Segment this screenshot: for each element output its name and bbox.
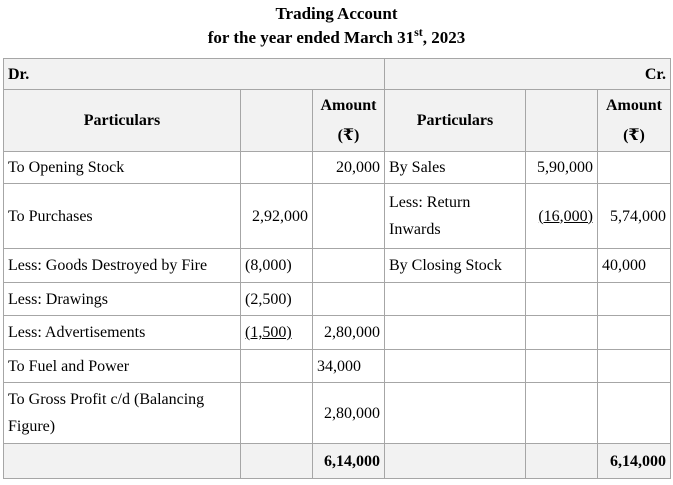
particulars-cell: Less: Goods Destroyed by Fire	[4, 249, 241, 283]
amount-cell: 2,80,000	[313, 383, 385, 444]
particulars-cell: Less: Drawings	[4, 283, 241, 316]
amount-cell: 5,74,000	[598, 184, 671, 249]
particulars-cell: To Opening Stock	[4, 152, 241, 184]
empty-cell	[598, 316, 671, 350]
amount-cell	[241, 350, 313, 383]
currency-label: (₹)	[337, 126, 360, 144]
particulars-cell: By Sales	[385, 152, 526, 184]
total-left: 6,14,000	[313, 444, 385, 479]
table-row	[4, 249, 671, 283]
empty-cell	[526, 444, 598, 479]
empty-cell	[526, 316, 598, 350]
gross-profit-line: To Gross Profit c/d (Balancing	[8, 391, 205, 408]
header-blank-right	[526, 90, 598, 152]
particulars-cell	[4, 383, 241, 444]
cr-label: Cr.	[385, 59, 671, 90]
amount-cell: (1,500)	[241, 316, 313, 350]
empty-cell	[4, 444, 241, 479]
account-title: Trading Account	[275, 4, 398, 23]
currency-label: (₹)	[623, 126, 645, 144]
table-row	[4, 350, 671, 383]
empty-cell	[385, 383, 526, 444]
empty-cell	[598, 383, 671, 444]
amount-cell	[313, 184, 385, 249]
empty-cell	[598, 350, 671, 383]
header-amount-left	[313, 90, 385, 152]
amount-cell	[313, 249, 385, 283]
amount-cell	[313, 283, 385, 316]
empty-cell	[385, 350, 526, 383]
trading-account-table	[3, 58, 671, 479]
empty-cell	[385, 283, 526, 316]
total-right: 6,14,000	[598, 444, 671, 479]
period-year: , 2023	[422, 28, 466, 47]
header-amount-right	[598, 90, 671, 152]
empty-cell	[241, 444, 313, 479]
dr-label: Dr.	[4, 59, 385, 90]
empty-cell	[385, 316, 526, 350]
amount-cell: 40,000	[598, 249, 671, 283]
empty-cell	[385, 444, 526, 479]
amount-cell: (16,000)	[526, 184, 598, 249]
amount-cell: 2,92,000	[241, 184, 313, 249]
header-particulars-right: Particulars	[385, 90, 526, 152]
amount-cell: (2,500)	[241, 283, 313, 316]
empty-cell	[598, 283, 671, 316]
amount-cell	[241, 152, 313, 184]
header-blank-left	[241, 90, 313, 152]
amount-cell: 5,90,000	[526, 152, 598, 184]
amount-cell	[598, 152, 671, 184]
gross-profit-line: Figure)	[8, 418, 56, 435]
return-line: Less: Return	[389, 194, 471, 211]
amount-cell	[526, 249, 598, 283]
amount-cell: 2,80,000	[313, 316, 385, 350]
amount-cell	[241, 383, 313, 444]
particulars-cell: By Closing Stock	[385, 249, 526, 283]
dr-cr-row	[4, 59, 671, 90]
empty-cell	[526, 350, 598, 383]
particulars-cell	[385, 184, 526, 249]
amount-label: Amount	[605, 96, 662, 114]
totals-row	[4, 444, 671, 479]
amount-cell: (8,000)	[241, 249, 313, 283]
empty-cell	[526, 283, 598, 316]
account-period	[0, 25, 673, 48]
particulars-cell: To Fuel and Power	[4, 350, 241, 383]
return-line: Inwards	[389, 221, 441, 238]
amount-cell: 34,000	[313, 350, 385, 383]
particulars-cell: To Purchases	[4, 184, 241, 249]
amount-label: Amount	[320, 96, 377, 114]
amount-cell: 20,000	[313, 152, 385, 184]
header-particulars-left: Particulars	[4, 90, 241, 152]
table-row	[4, 283, 671, 316]
table-row	[4, 184, 671, 249]
table-row	[4, 152, 671, 184]
header-row	[4, 90, 671, 152]
table-row	[4, 383, 671, 444]
table-row	[4, 316, 671, 350]
particulars-cell: Less: Advertisements	[4, 316, 241, 350]
empty-cell	[526, 383, 598, 444]
period-text: for the year ended March 31	[207, 28, 415, 47]
period-suffix: st	[414, 25, 423, 39]
